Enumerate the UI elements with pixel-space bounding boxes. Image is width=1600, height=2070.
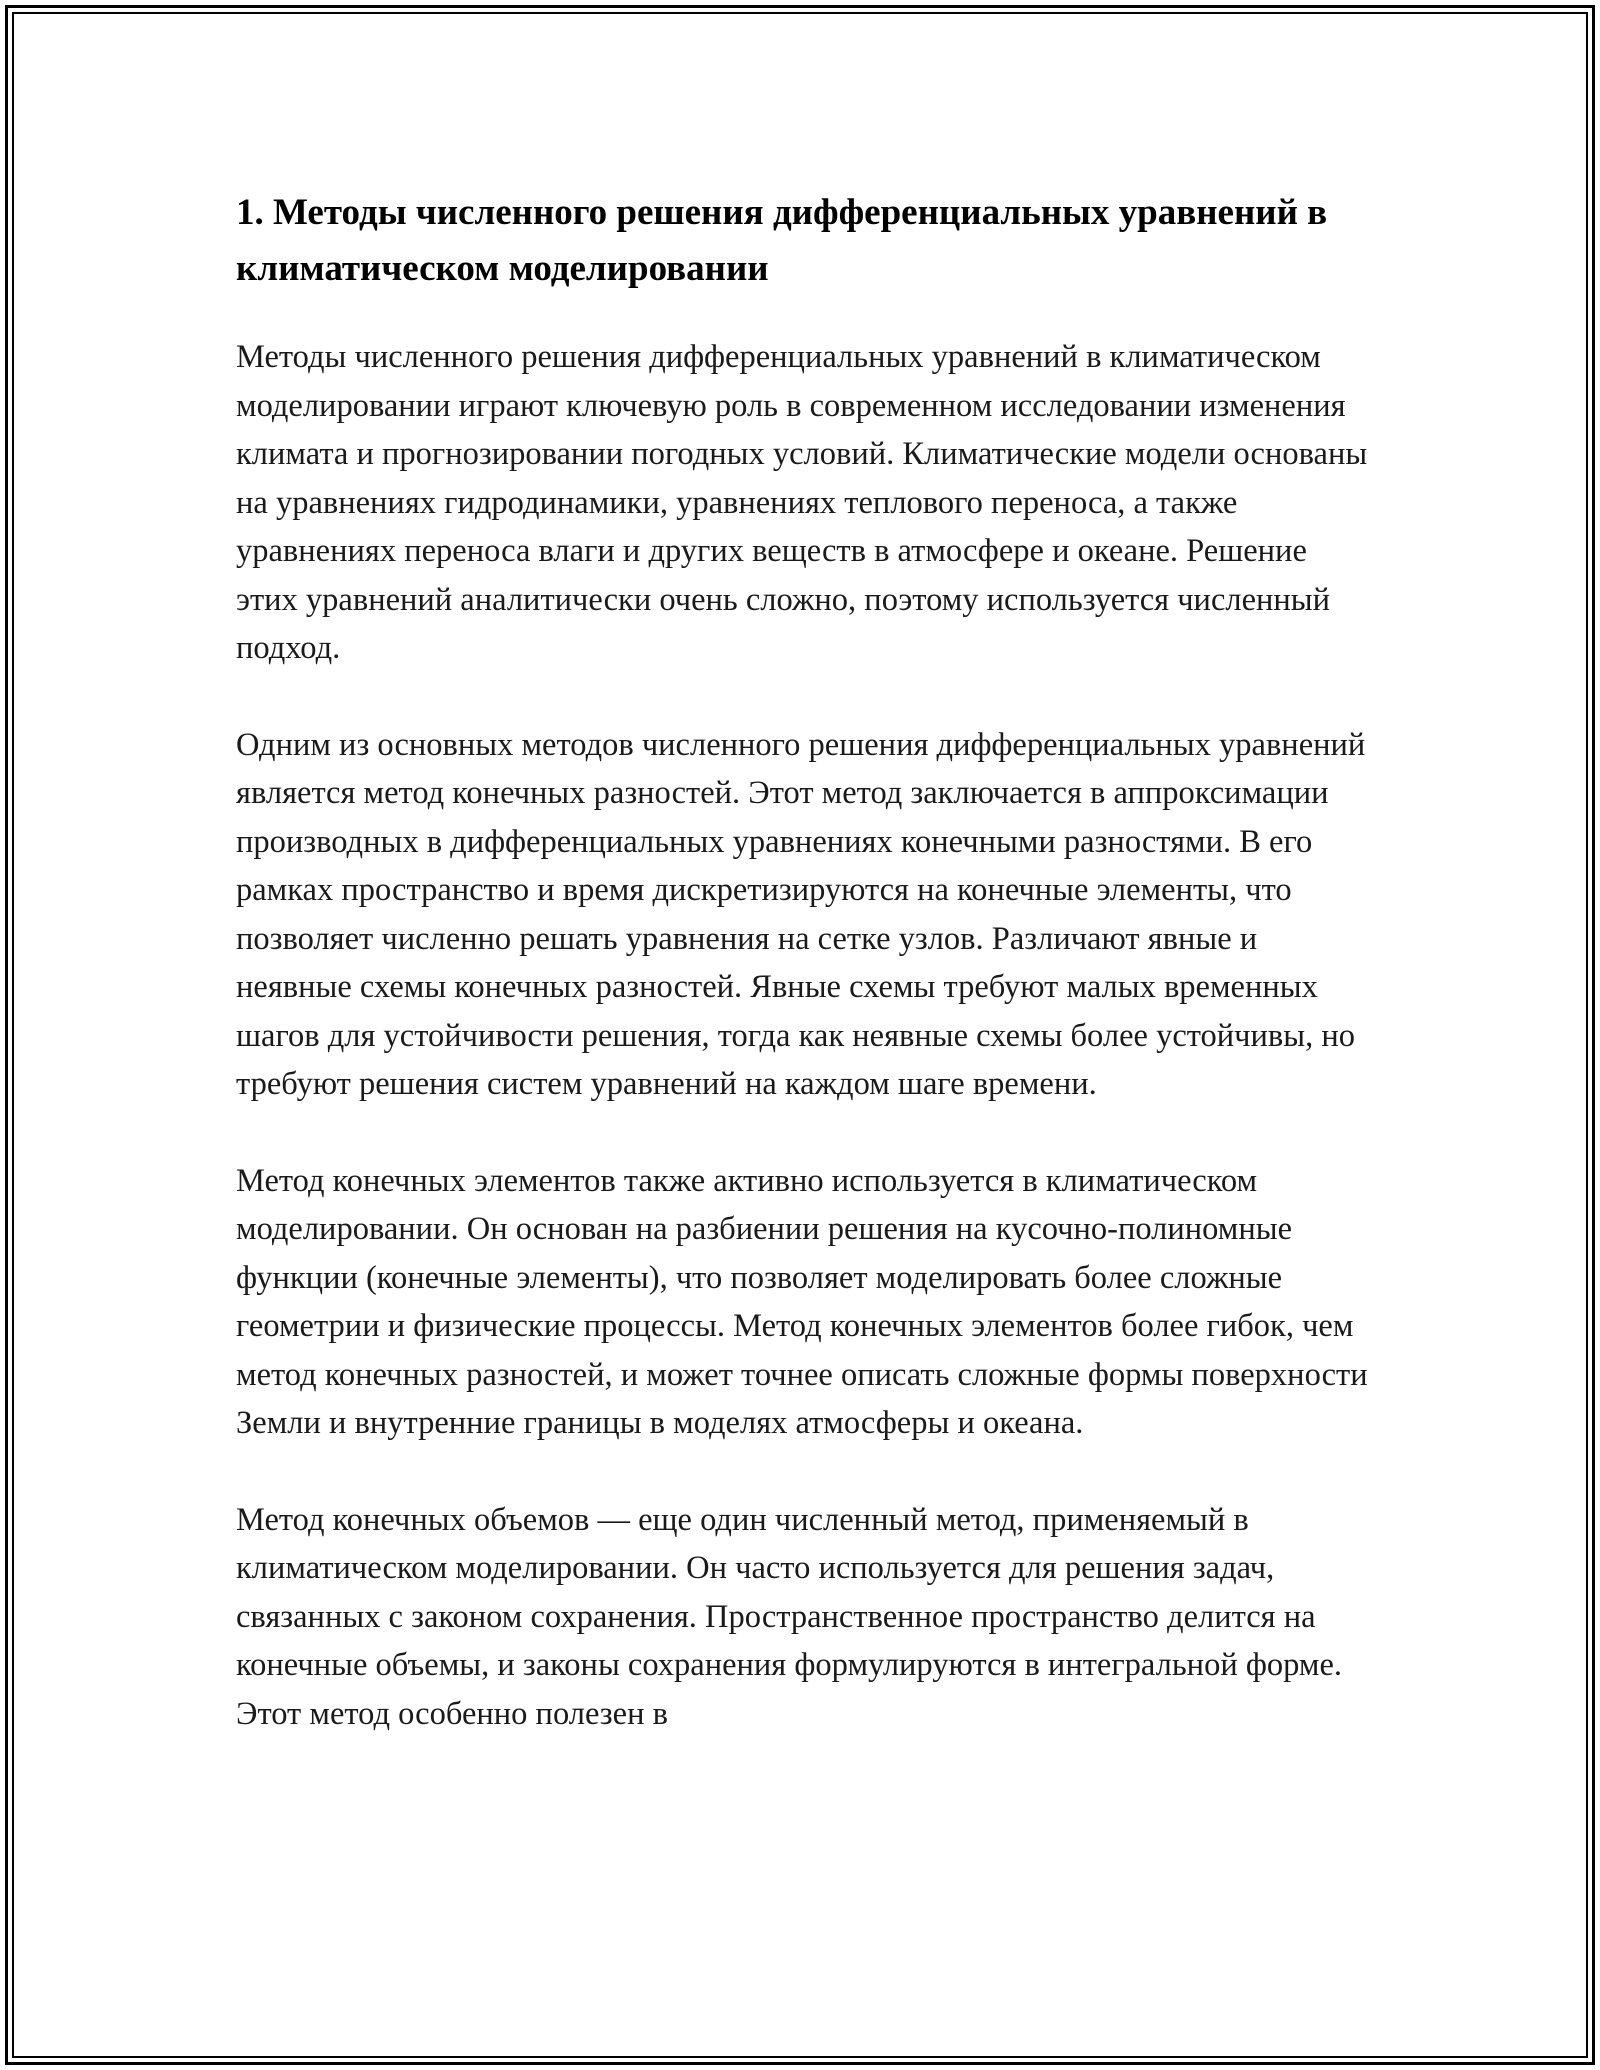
paragraph-1: Методы численного решения дифференциальных уравнений в климатическом моделировании играют ключевую роль в современном исследовании изменения климата и прогнозировании погодных условий. Климатические модели основаны на уравнениях гидродинамики, уравнениях теплового переноса, а также уравнениях переноса влаги и других веществ в атмосфере и океане. Решение этих уравнений аналитически очень сложно, поэтому используется численный подход. [236, 339, 1368, 666]
paragraph-3: Метод конечных элементов также активно используется в климатическом моделировании. Он основан на разбиении решения на кусочно-полиномные функции (конечные элементы), что позволяет моделировать более сложные геометрии и физические процессы. Метод конечных элементов более гибок, чем метод конечных разностей, и может точнее описать сложные формы поверхности Земли и внутренние границы в моделях атмосферы и океана. [236, 1162, 1368, 1441]
section-title: 1. Методы численного решения дифференциальных уравнений в климатическом моделировании [236, 192, 1328, 289]
paragraph-2: Одним из основных методов численного решения дифференциальных уравнений является метод конечных разностей. Этот метод заключается в аппроксимации производных в дифференциальных уравнениях конечными разностями. В его рамках пространство и время дискретизируются на конечные элементы, что позволяет численно решать уравнения на сетке узлов. Различают явные и неявные схемы конечных разностей. Явные схемы требуют малых временных шагов для устойчивости решения, тогда как неявные схемы более устойчивы, но требуют решения систем уравнений на каждом шаге времени. [236, 726, 1366, 1102]
paragraph-4: Метод конечных объемов — еще один численный метод, применяемый в климатическом моделировании. Он часто используется для решения задач, связанных с законом сохранения. Пространственное пространство делится на конечные объемы, и законы сохранения формулируются в интегральной форме. Этот метод особенно полезен в [236, 1501, 1343, 1732]
document-body [236, 185, 1371, 1786]
